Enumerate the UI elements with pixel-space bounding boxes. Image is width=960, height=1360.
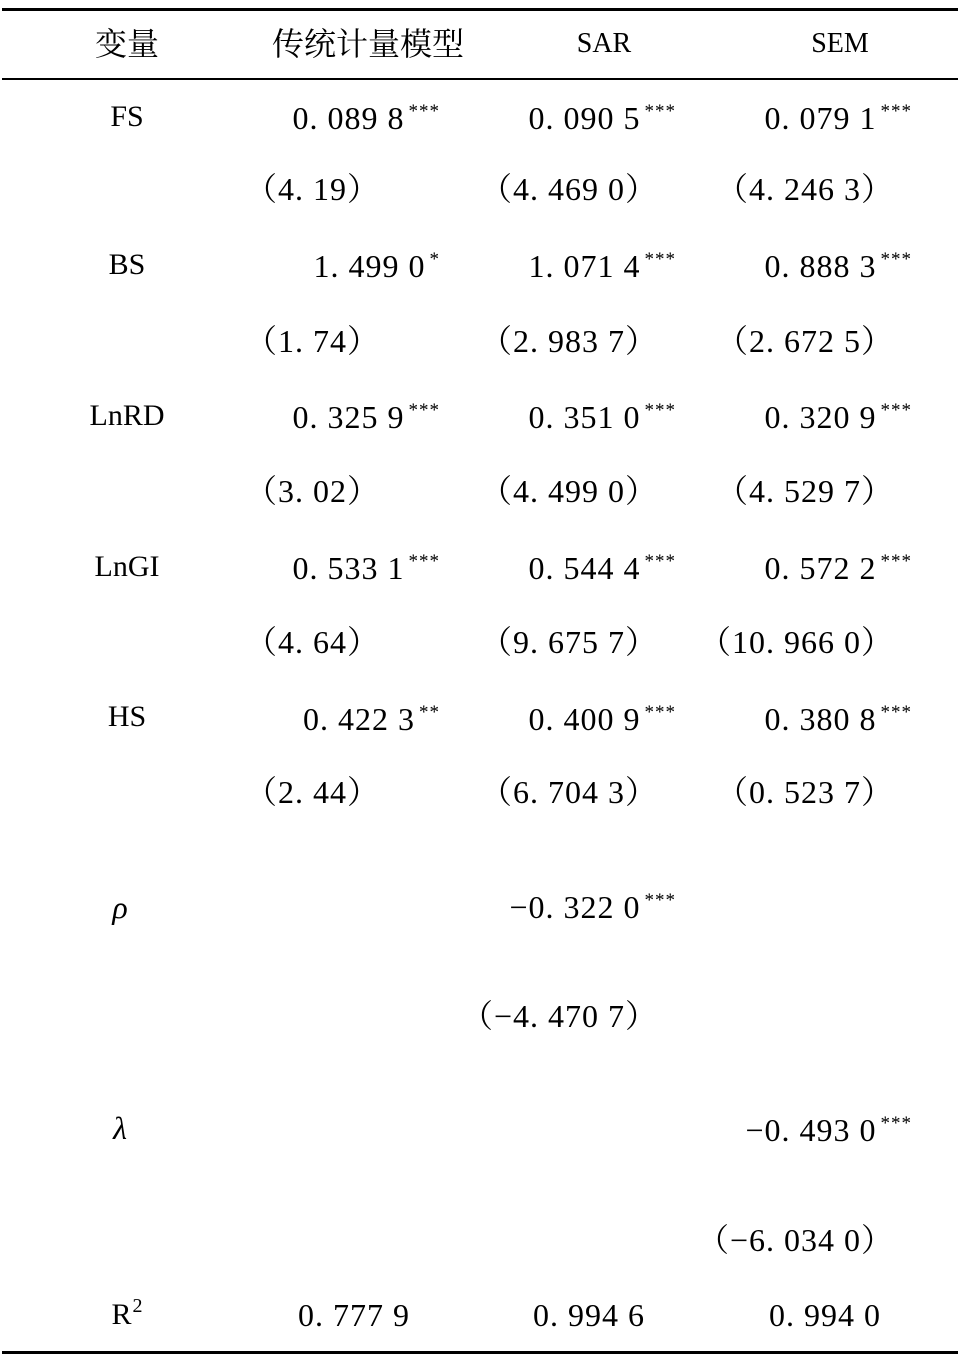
header-sem: SEM <box>811 28 869 59</box>
coef-hs-sar: 0. 400 9 *** <box>528 701 676 737</box>
row-label-rho: ρ <box>112 889 128 925</box>
tstat-lngi-sem: （10. 966 0） <box>698 624 894 660</box>
tstat-lngi-sar: （9. 675 7） <box>479 624 658 660</box>
tstat-hs-sem: （0. 523 7） <box>715 774 894 810</box>
row-label-hs: HS <box>107 700 147 733</box>
row-label-fs: FS <box>110 100 144 133</box>
coef-lambda-sem: −0. 493 0 *** <box>745 1112 912 1148</box>
tstat-lambda-sem: （−6. 034 0） <box>696 1222 894 1258</box>
table-bottom-rule <box>2 1351 958 1354</box>
tstat-fs-trad: （4. 19） <box>244 171 380 207</box>
tstat-fs-sem: （4. 246 3） <box>715 171 894 207</box>
header-traditional: 传统计量模型 <box>271 26 465 62</box>
coef-fs-trad: 0. 089 8 *** <box>292 100 440 136</box>
coef-bs-trad: 1. 499 0 * <box>313 248 440 284</box>
tstat-lngi-trad: （4. 64） <box>244 624 380 660</box>
tstat-fs-sar: （4. 469 0） <box>479 171 658 207</box>
coef-lngi-sar: 0. 544 4 *** <box>528 550 676 586</box>
tstat-lnrd-sem: （4. 529 7） <box>715 473 894 509</box>
tstat-rho-sar: （−4. 470 7） <box>460 998 658 1034</box>
coef-lnrd-sem: 0. 320 9 *** <box>764 399 912 435</box>
row-label-lngi: LnGI <box>94 550 160 583</box>
header-sar: SAR <box>576 28 632 59</box>
row-label-r2: $R^2$ <box>111 1295 143 1331</box>
r2-sar: 0. 994 6 <box>533 1297 645 1333</box>
table-top-rule <box>2 8 958 11</box>
coef-hs-sem: 0. 380 8 *** <box>764 701 912 737</box>
coef-lnrd-trad: 0. 325 9 *** <box>292 399 440 435</box>
row-label-lambda: λ <box>113 1110 127 1146</box>
tstat-bs-sem: （2. 672 5） <box>715 323 894 359</box>
row-label-lnrd: LnRD <box>89 399 165 432</box>
coef-hs-trad: 0. 422 3 ** <box>303 701 440 737</box>
coef-lngi-trad: 0. 533 1 *** <box>292 550 440 586</box>
r2-sem: 0. 994 0 <box>769 1297 881 1333</box>
tstat-bs-trad: （1. 74） <box>244 323 380 359</box>
tstat-bs-sar: （2. 983 7） <box>479 323 658 359</box>
coef-rho-sar: −0. 322 0 *** <box>509 889 676 925</box>
coef-fs-sar: 0. 090 5 *** <box>528 100 676 136</box>
tstat-lnrd-trad: （3. 02） <box>244 473 380 509</box>
tstat-hs-trad: （2. 44） <box>244 774 380 810</box>
tstat-lnrd-sar: （4. 499 0） <box>479 473 658 509</box>
r2-trad: 0. 777 9 <box>298 1297 410 1333</box>
row-label-bs: BS <box>108 248 146 281</box>
header-variable: 变量 <box>94 26 160 62</box>
coef-fs-sem: 0. 079 1 *** <box>764 100 912 136</box>
coef-lnrd-sar: 0. 351 0 *** <box>528 399 676 435</box>
coef-bs-sem: 0. 888 3 *** <box>764 248 912 284</box>
coef-bs-sar: 1. 071 4 *** <box>528 248 676 284</box>
coef-lngi-sem: 0. 572 2 *** <box>764 550 912 586</box>
tstat-hs-sar: （6. 704 3） <box>479 774 658 810</box>
table-header-rule <box>2 78 958 80</box>
